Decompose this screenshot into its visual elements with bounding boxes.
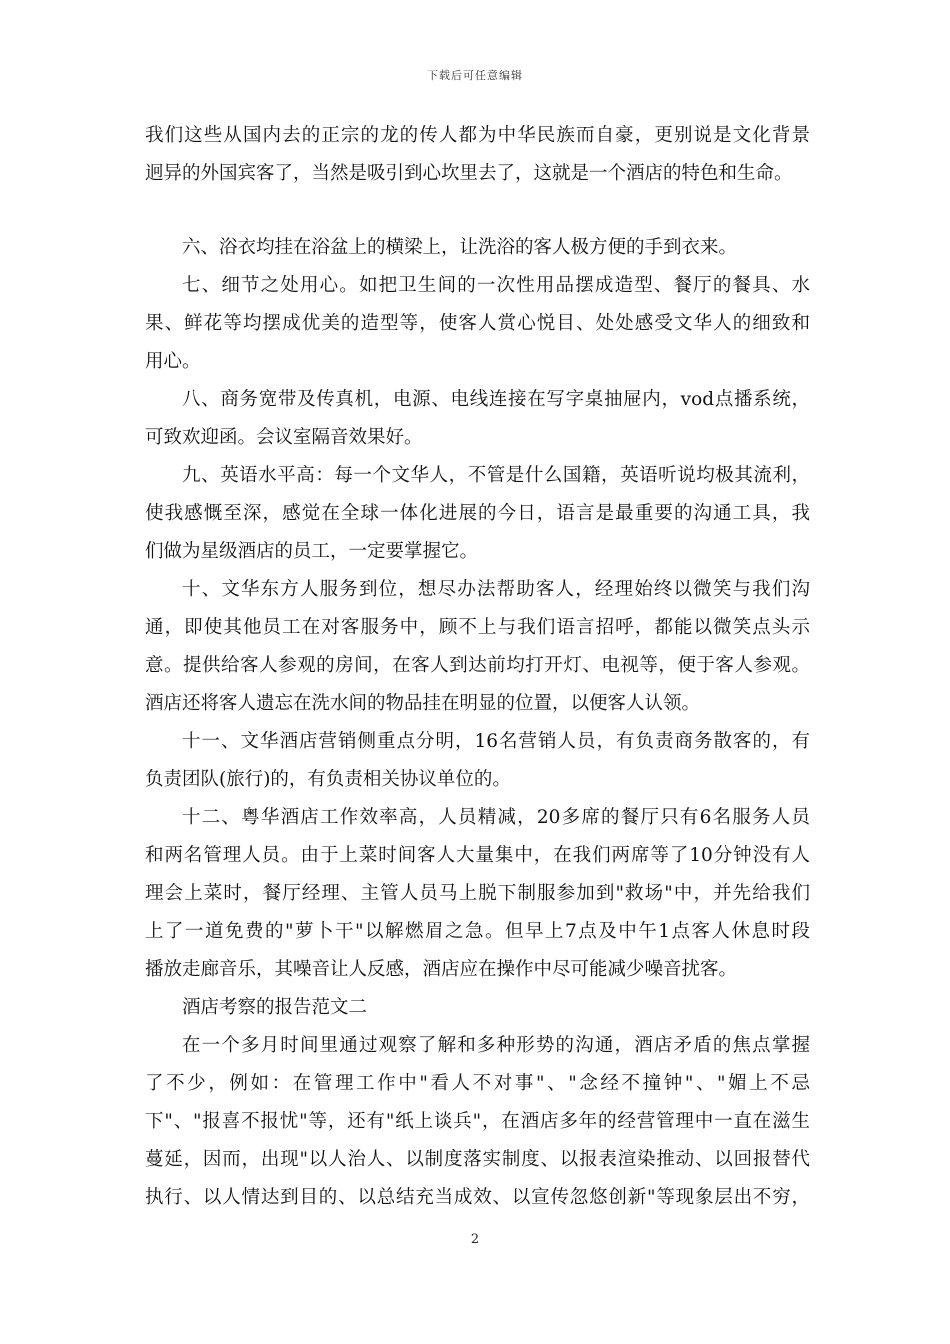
paragraph-item-8 <box>145 381 810 457</box>
paragraph-item-6 <box>145 229 810 267</box>
paragraph-item-12 <box>145 799 810 989</box>
text-line: 执行、以人情达到目的、以总结充当成效、以宣传忽悠创新"等现象层出不穷， <box>145 1187 810 1208</box>
text-line: 理会上菜时，餐厅经理、主管人员马上脱下制服参加到"救场"中，并先给我们 <box>145 883 810 904</box>
paragraph-item-7 <box>145 267 810 381</box>
page-number: 2 <box>470 1232 480 1247</box>
text-line: 迥异的外国宾客了，当然是吸引到心坎里去了，这就是一个酒店的特色和生命。 <box>145 163 793 184</box>
text-line: 负责团队(旅行)的，有负责相关协议单位的。 <box>145 769 511 790</box>
document-body <box>145 117 810 1217</box>
text-line: 通，即使其他员工在对客服务中，顾不上与我们语言招呼，都能以微笑点头示 <box>145 617 810 638</box>
text-line: 八、商务宽带及传真机，电源、电线连接在写字桌抽屉内，vod点播系统， <box>182 389 810 410</box>
page-header: 下载后可任意编辑 <box>427 69 523 82</box>
text-line: 下"、"报喜不报忧"等，还有"纸上谈兵"，在酒店多年的经营管理中一直在滋生 <box>145 1111 810 1132</box>
text-line: 在一个多月时间里通过观察了解和多种形势的沟通，酒店矛盾的焦点掌握 <box>182 1035 810 1056</box>
text-line: 酒店考察的报告范文二 <box>182 997 368 1018</box>
text-line: 十二、粤华酒店工作效率高，人员精减，20多席的餐厅只有6名服务人员 <box>182 807 810 828</box>
text-line: 上了一道免费的"萝卜干"以解燃眉之急。但早上7点及中午1点客人休息时段 <box>145 921 810 942</box>
text-line: 了不少，例如：在管理工作中"看人不对事"、"念经不撞钟"、"媚上不忌 <box>145 1073 810 1094</box>
paragraph-item-10 <box>145 571 810 723</box>
paragraph-item-9 <box>145 457 810 571</box>
paragraph-item-11 <box>145 723 810 799</box>
text-line: 可致欢迎函。会议室隔音效果好。 <box>145 427 423 448</box>
text-line: 十、文华东方人服务到位，想尽办法帮助客人，经理始终以微笑与我们沟 <box>182 579 810 600</box>
text-line: 七、细节之处用心。如把卫生间的一次性用品摆成造型、餐厅的餐具、水 <box>182 275 810 296</box>
text-line: 蔓延，因而，出现"以人治人、以制度落实制度、以报表渲染推动、以回报替代 <box>145 1149 810 1170</box>
text-line: 使我感慨至深，感觉在全球一体化进展的今日，语言是最重要的沟通工具，我 <box>145 503 810 524</box>
text-line: 们做为星级酒店的员工，一定要掌握它。 <box>145 541 479 562</box>
text-line: 播放走廊音乐，其噪音让人反感，酒店应在操作中尽可能减少噪音扰客。 <box>145 959 738 980</box>
paragraph-body <box>145 1027 810 1217</box>
text-line: 用心。 <box>145 351 201 372</box>
section-title <box>145 989 810 1027</box>
text-line: 十一、文华酒店营销侧重点分明，16名营销人员，有负责商务散客的，有 <box>182 731 810 752</box>
text-line: 六、浴衣均挂在浴盆上的横梁上，让洗浴的客人极方便的手到衣来。 <box>182 237 738 258</box>
paragraph-gap <box>145 193 810 229</box>
text-line: 果、鲜花等均摆成优美的造型等，使客人赏心悦目、处处感受文华人的细致和 <box>145 313 810 334</box>
text-line: 我们这些从国内去的正宗的龙的传人都为中华民族而自豪，更别说是文化背景 <box>145 125 810 146</box>
paragraph-continuation <box>145 117 810 193</box>
text-line: 和两名管理人员。由于上菜时间客人大量集中，在我们两席等了10分钟没有人 <box>145 845 810 866</box>
text-line: 意。提供给客人参观的房间，在客人到达前均打开灯、电视等，便于客人参观。 <box>145 655 810 676</box>
text-line: 酒店还将客人遗忘在洗水间的物品挂在明显的位置，以便客人认领。 <box>145 693 701 714</box>
text-line: 九、英语水平高：每一个文华人，不管是什么国籍，英语听说均极其流利， <box>182 465 810 486</box>
